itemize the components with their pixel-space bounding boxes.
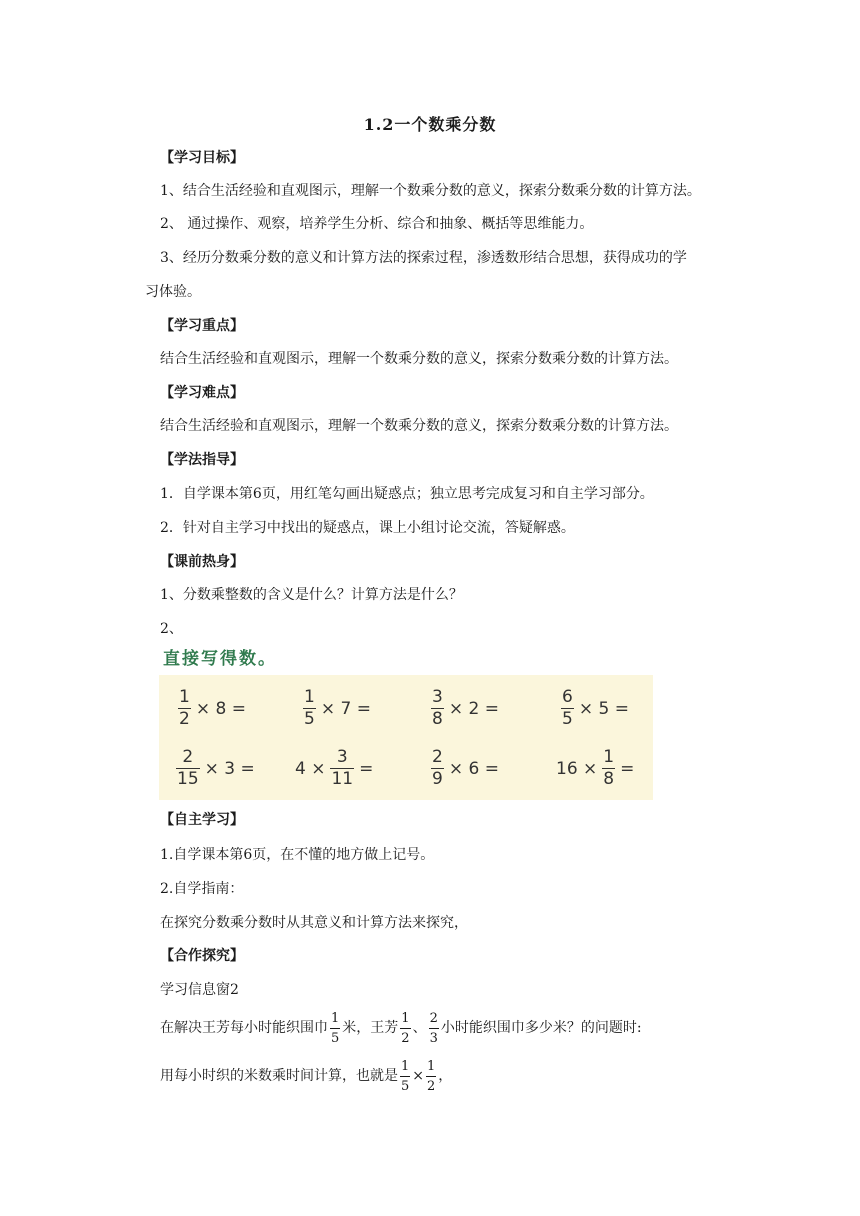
exercise-item: $\frac{1}{2}$ × 8 = [179, 687, 246, 729]
exercise-item: $\frac{1}{5}$ × 7 = [304, 687, 371, 729]
difficulty-heading: 【学习难点】 [160, 385, 244, 401]
goal-3-line-2: 习体验。 [145, 284, 201, 300]
fraction-one-half: $\frac{1}{2}$ [401, 1010, 410, 1046]
warmup-1: 1、分数乘整数的含义是什么？计算方法是什么？ [160, 587, 463, 603]
page-title: 1.2一个数乘分数 [363, 115, 497, 134]
key-points-heading: 【学习重点】 [160, 318, 244, 334]
key-points-text: 结合生活经验和直观图示，理解一个数乘分数的意义，探索分数乘分数的计算方法。 [160, 351, 678, 367]
fraction-one-half: $\frac{1}{2}$ [427, 1058, 436, 1094]
goal-1: 1、结合生活经验和直观图示，理解一个数乘分数的意义，探索分数乘分数的计算方法。 [160, 183, 701, 199]
fraction-two-thirds: $\frac{2}{3}$ [429, 1010, 438, 1046]
warmup-2: 2、 [160, 621, 183, 637]
fraction-one-fifth: $\frac{1}{5}$ [401, 1058, 410, 1094]
exercise-item: 4 × $\frac{3}{11}$ = [295, 747, 374, 789]
self-study-2: 2.自学指南： [160, 881, 244, 897]
method-heading: 【学法指导】 [160, 452, 244, 468]
goal-3-line-1: 3、经历分数乘分数的意义和计算方法的探索过程，渗透数形结合思想，获得成功的学 [160, 250, 687, 266]
difficulty-text: 结合生活经验和直观图示，理解一个数乘分数的意义，探索分数乘分数的计算方法。 [160, 418, 678, 434]
cooperation-method: 用每小时织的米数乘时间计算，也就是 $\frac{1}{5}$ × $\frac{1}{2}$ ， [160, 1058, 453, 1094]
info-window-label: 学习信息窗2 [160, 982, 239, 998]
exercise-item: $\frac{6}{5}$ × 5 = [562, 687, 629, 729]
goal-2: 2、 通过操作、观察，培养学生分析、综合和抽象、概括等思维能力。 [160, 216, 594, 232]
method-1: 1．自学课本第6页，用红笔勾画出疑惑点；独立思考完成复习和自主学习部分。 [160, 486, 654, 502]
warmup-heading: 【课前热身】 [160, 554, 244, 570]
exercise-box [159, 675, 653, 800]
cooperation-heading: 【合作探究】 [160, 948, 244, 964]
exercise-item: $\frac{3}{8}$ × 2 = [432, 687, 499, 729]
cooperation-question: 在解决王芳每小时能织围巾 $\frac{1}{5}$ 米，王芳 $\frac{1}{2}$ 、 $\frac{2}{3}$ 小时能织围巾多少米？的问题时: [160, 1010, 642, 1046]
goals-heading: 【学习目标】 [160, 150, 244, 166]
exercise-label: 直接写得数。 [163, 649, 277, 669]
exercise-item: $\frac{2}{15}$ × 3 = [177, 747, 255, 789]
method-2: 2．针对自主学习中找出的疑惑点，课上小组讨论交流，答疑解惑。 [160, 520, 575, 536]
exercise-item: 16 × $\frac{1}{8}$ = [556, 747, 635, 789]
self-study-1: 1.自学课本第6页，在不懂的地方做上记号。 [160, 847, 435, 863]
fraction-one-fifth: $\frac{1}{5}$ [331, 1010, 340, 1046]
exercise-item: $\frac{2}{9}$ × 6 = [432, 747, 499, 789]
self-study-heading: 【自主学习】 [160, 812, 244, 828]
self-study-3: 在探究分数乘分数时从其意义和计算方法来探究， [160, 915, 468, 931]
